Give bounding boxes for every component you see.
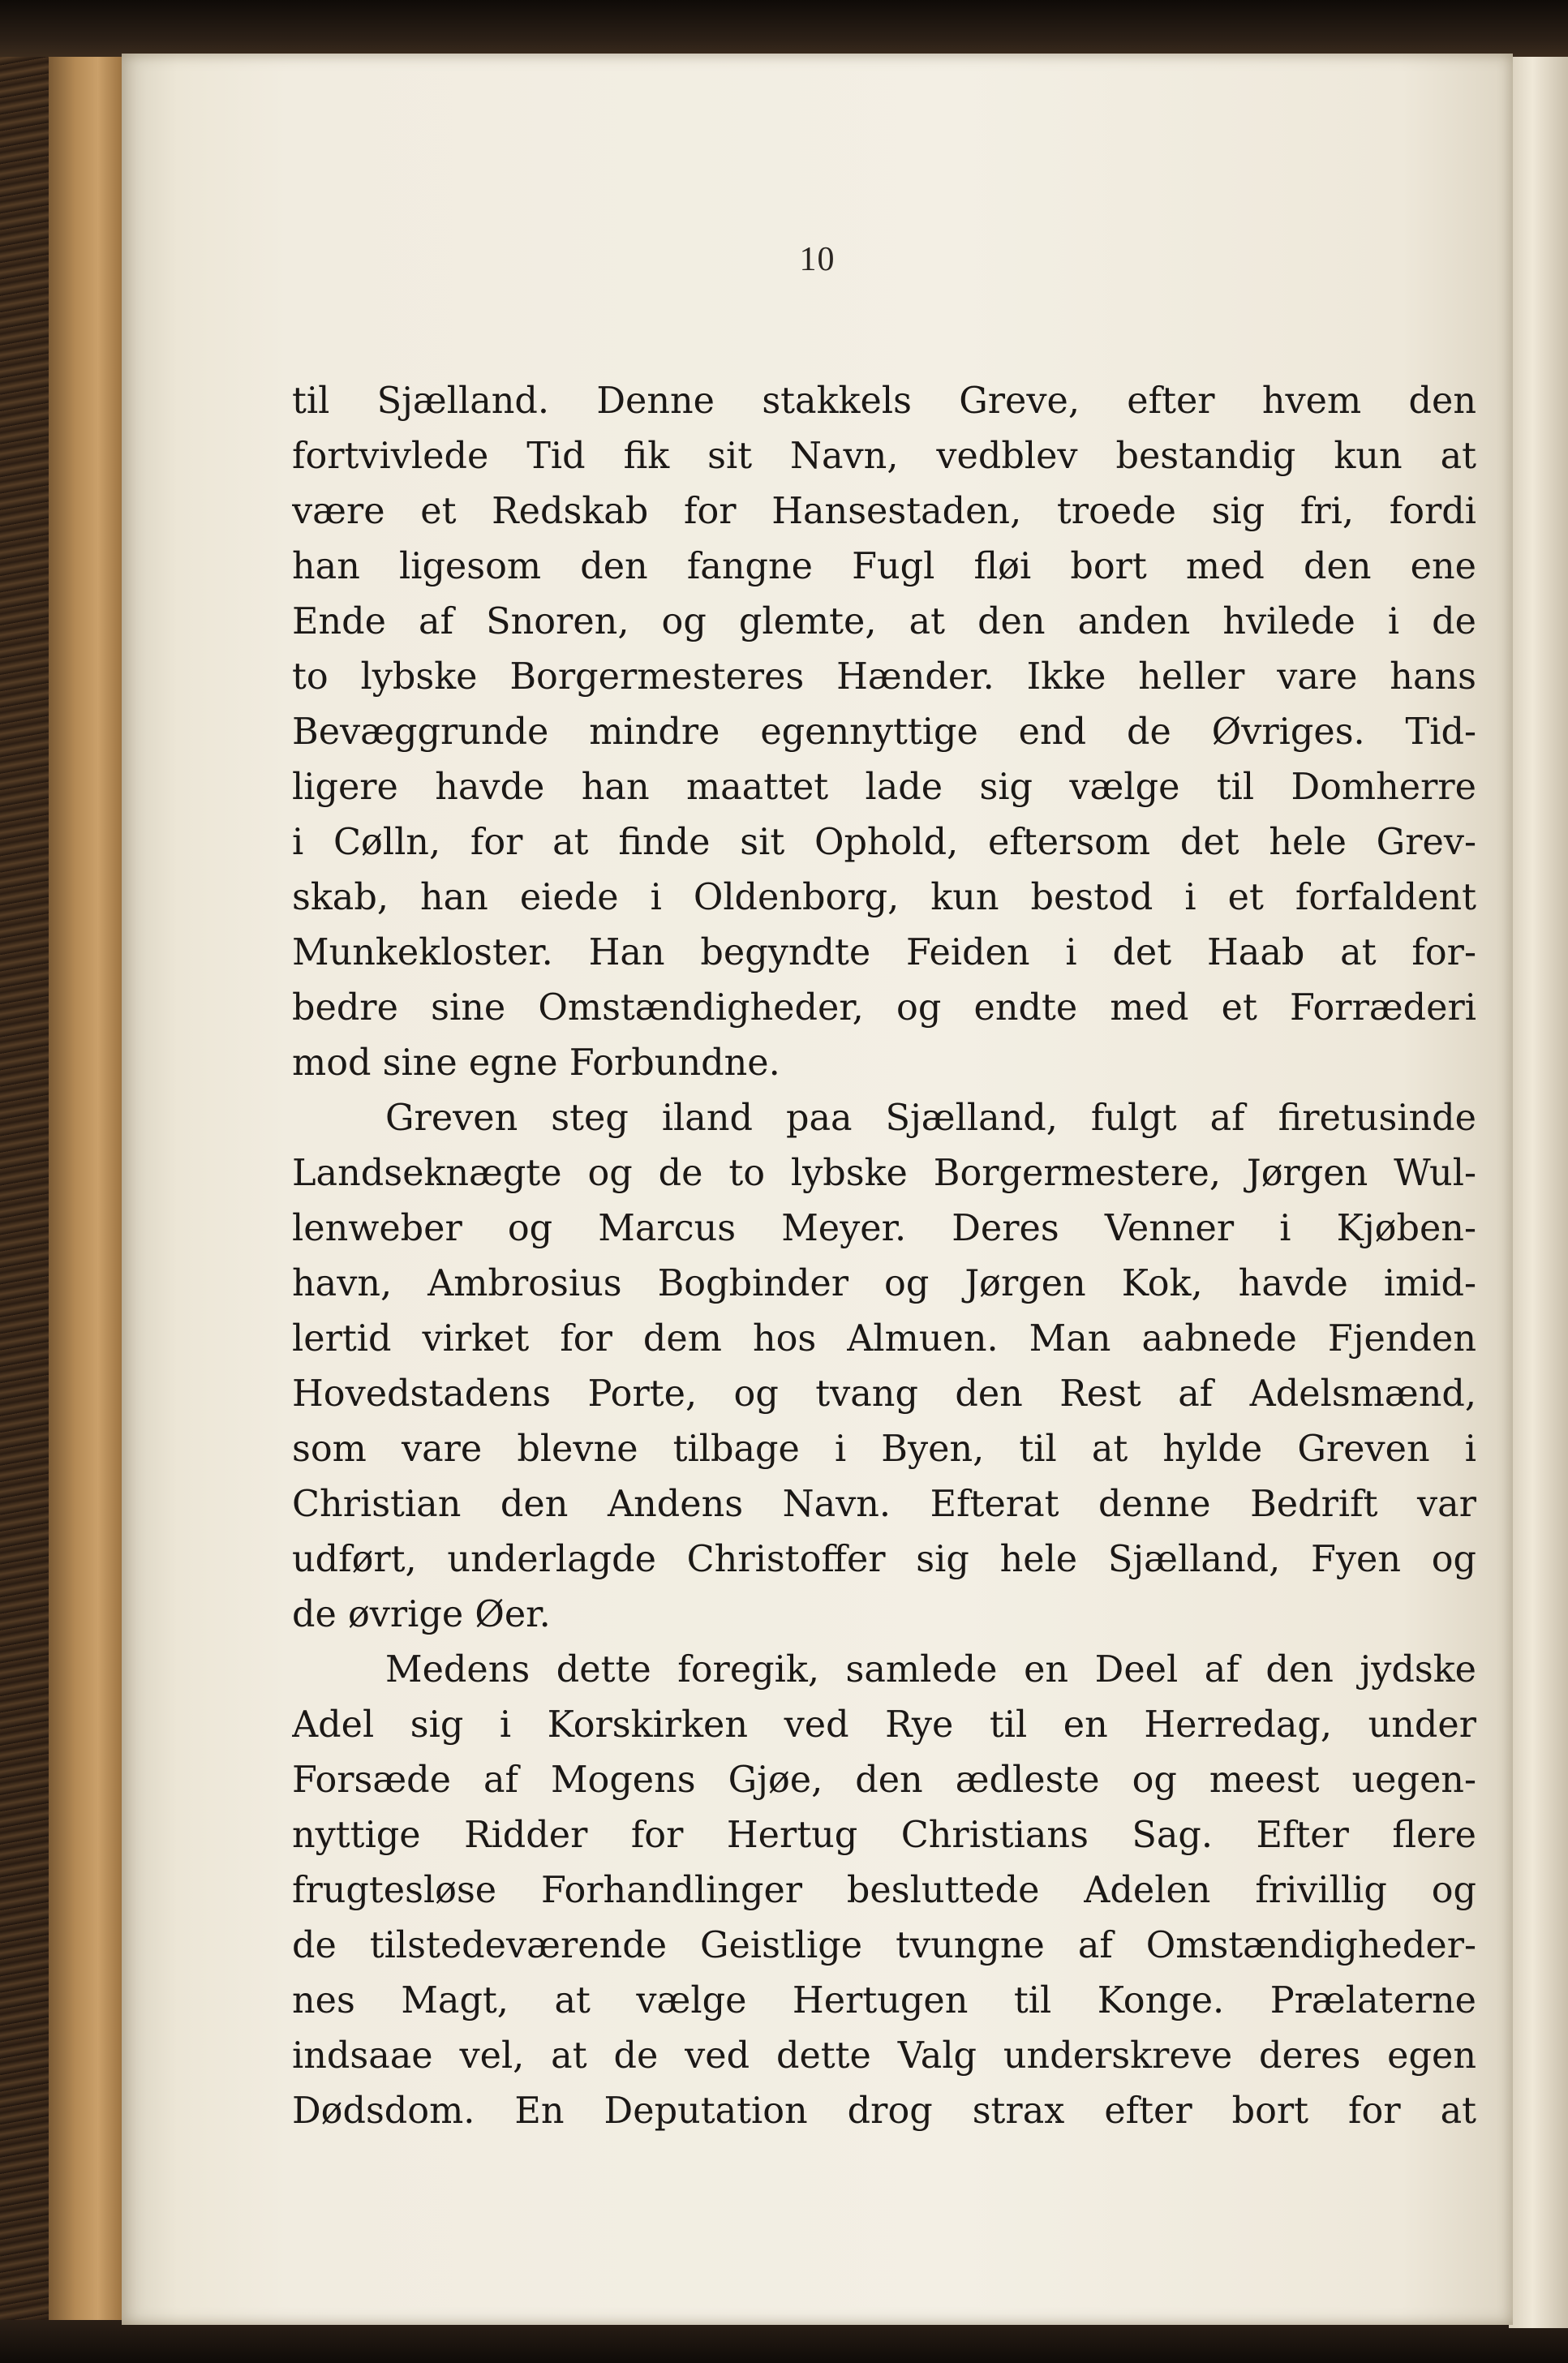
text-line: indsaae vel, at de ved dette Valg underskreve deres egen bbox=[292, 2035, 1476, 2077]
text-line: to lybske Borgermesteres Hænder. Ikke heller vare hans bbox=[292, 656, 1476, 698]
text-line: Adel sig i Korskirken ved Rye til en Herredag, under bbox=[292, 1704, 1476, 1746]
text-line: Ende af Snoren, og glemte, at den anden hvilede i de bbox=[292, 601, 1476, 642]
text-line: skab, han eiede i Oldenborg, kun bestod i et forfaldent bbox=[292, 877, 1476, 918]
text-line: Bevæggrunde mindre egennyttige end de Øvriges. Tid- bbox=[292, 711, 1476, 753]
text-line: Forsæde af Mogens Gjøe, den ædleste og meest uegen- bbox=[292, 1759, 1476, 1801]
text-line: bedre sine Omstændigheder, og endte med et Forræderi bbox=[292, 987, 1476, 1029]
text-line: Landseknægte og de to lybske Borgermestere, Jørgen Wul- bbox=[292, 1153, 1476, 1194]
text-line: nyttige Ridder for Hertug Christians Sag. Efter flere bbox=[292, 1815, 1476, 1856]
text-line: frugtesløse Forhandlinger besluttede Adelen frivillig og bbox=[292, 1870, 1476, 1911]
text-line: han ligesom den fangne Fugl fløi bort med den ene bbox=[292, 546, 1476, 587]
cover-bottom-edge bbox=[0, 2320, 1568, 2363]
text-line: fortvivlede Tid fik sit Navn, vedblev bestandig kun at bbox=[292, 436, 1476, 477]
text-line: de øvrige Øer. bbox=[292, 1594, 551, 1635]
text-line: Hovedstadens Porte, og tvang den Rest af Adelsmænd, bbox=[292, 1373, 1476, 1415]
text-line: nes Magt, at vælge Hertugen til Konge. Prælaterne bbox=[292, 1980, 1476, 2021]
text-line: havn, Ambrosius Bogbinder og Jørgen Kok, havde imid- bbox=[292, 1263, 1476, 1304]
text-line: lenweber og Marcus Meyer. Deres Venner i Kjøben- bbox=[292, 1208, 1476, 1249]
text-line: Greven steg iland paa Sjælland, fulgt af firetusinde bbox=[385, 1098, 1476, 1139]
text-line: Dødsdom. En Deputation drog strax efter bort for at bbox=[292, 2090, 1476, 2132]
text-line: Christian den Andens Navn. Efterat denne Bedrift var bbox=[292, 1484, 1476, 1525]
text-line: være et Redskab for Hansestaden, troede sig fri, fordi bbox=[292, 491, 1476, 532]
text-line: lertid virket for dem hos Almuen. Man aabnede Fjenden bbox=[292, 1318, 1476, 1360]
text-line: Munkekloster. Han begyndte Feiden i det Haab at for- bbox=[292, 932, 1476, 973]
text-line: mod sine egne Forbundne. bbox=[292, 1042, 780, 1084]
text-line: Medens dette foregik, samlede en Deel af den jydske bbox=[385, 1649, 1476, 1691]
text-line: udført, underlagde Christoffer sig hele Sjælland, Fyen og bbox=[292, 1539, 1476, 1580]
page-number: 10 bbox=[799, 241, 836, 278]
text-line: de tilstedeværende Geistlige tvungne af Omstændigheder- bbox=[292, 1925, 1476, 1966]
text-line: til Sjælland. Denne stakkels Greve, efter hvem den bbox=[292, 380, 1476, 422]
text-line: ligere havde han maattet lade sig vælge til Domherre bbox=[292, 767, 1476, 808]
body-text bbox=[292, 374, 1476, 2139]
text-line: i Cølln, for at finde sit Ophold, eftersom det hele Grev- bbox=[292, 822, 1476, 863]
text-line: som vare blevne tilbage i Byen, til at hylde Greven i bbox=[292, 1429, 1476, 1470]
book-page bbox=[122, 54, 1513, 2325]
adjacent-page-edge bbox=[1509, 57, 1568, 2328]
cover-top-edge bbox=[0, 0, 1568, 57]
